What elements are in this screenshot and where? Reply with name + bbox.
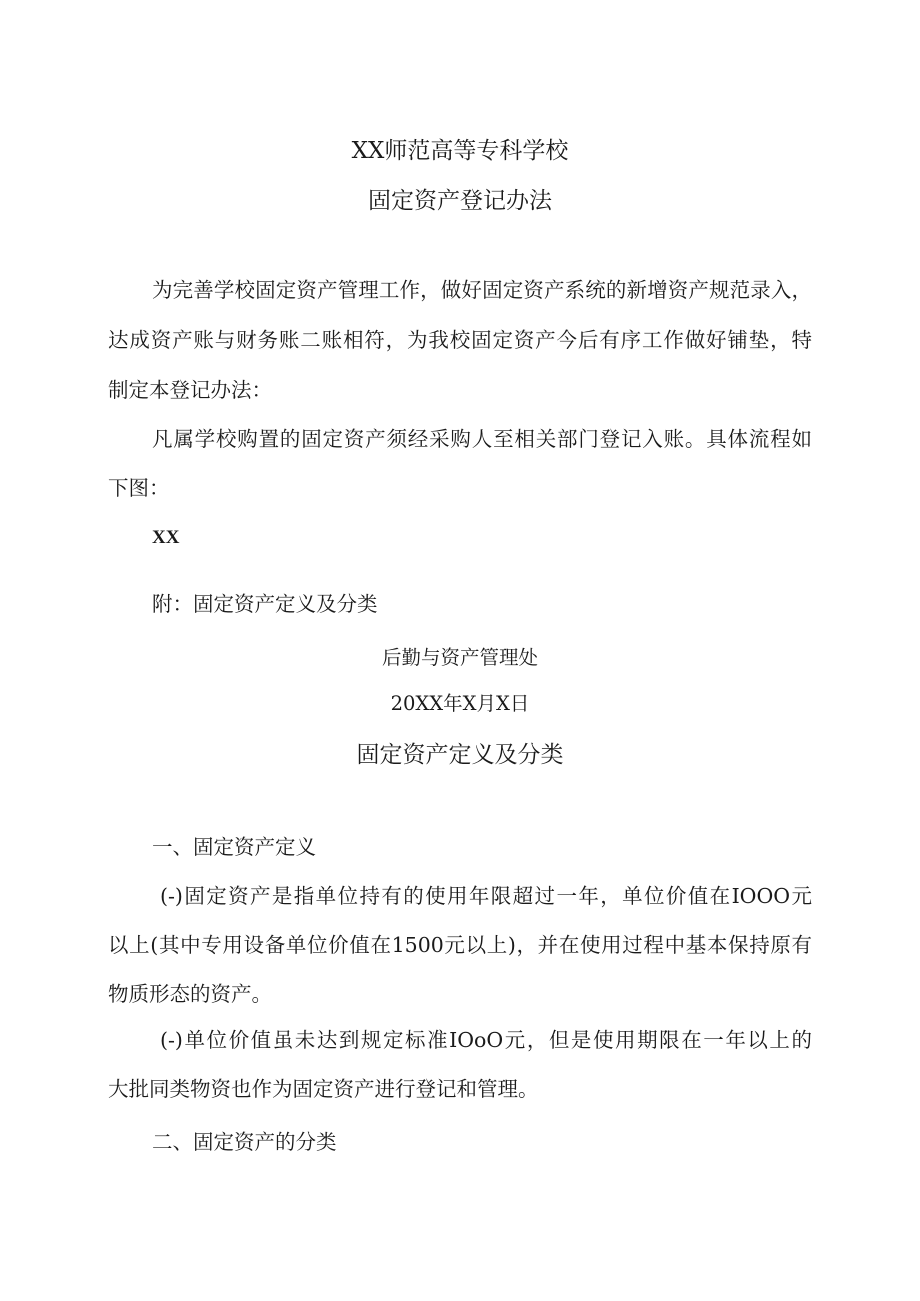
definition-item-line: 物质形态的资产。 [108,982,272,1006]
definition-item-line: (-)单位价值虽未达到规定标准IOoO元，但是使用期限在一年以上的 [160,1028,812,1052]
attachment-note: 附：固定资产定义及分类 [152,592,378,616]
intro-paragraph-line: 为完善学校固定资产管理工作，做好固定资产系统的新增资产规范录入， [152,278,812,302]
procedure-paragraph-line: 凡属学校购置的固定资产须经采购人至相关部门登记入账。具体流程如 [152,427,812,451]
section-heading-definition: 一、固定资产定义 [152,835,316,859]
issue-date: 20XX年X月X日 [390,692,530,715]
issuing-department: 后勤与资产管理处 [381,646,538,669]
definition-item-line: (-)固定资产是指单位持有的使用年限超过一年，单位价值在IOOO元 [160,884,812,908]
procedure-paragraph-line: 下图： [108,476,170,500]
intro-paragraph-line: 达成资产账与财务账二账相符，为我校固定资产今后有序工作做好铺垫，特 [108,328,812,352]
flowchart-placeholder: XX [152,527,180,548]
appendix-title: 固定资产定义及分类 [356,742,564,768]
section-heading-classification: 二、固定资产的分类 [152,1130,337,1154]
intro-paragraph-line: 制定本登记办法： [108,378,272,402]
definition-item-line: 大批同类物资也作为固定资产进行登记和管理。 [108,1077,539,1101]
definition-item-line: 以上(其中专用设备单位价值在1500元以上)，并在使用过程中基本保持原有 [108,933,812,957]
document-title: 固定资产登记办法 [368,188,552,214]
school-name: XX师范高等专科学校 [351,138,569,164]
